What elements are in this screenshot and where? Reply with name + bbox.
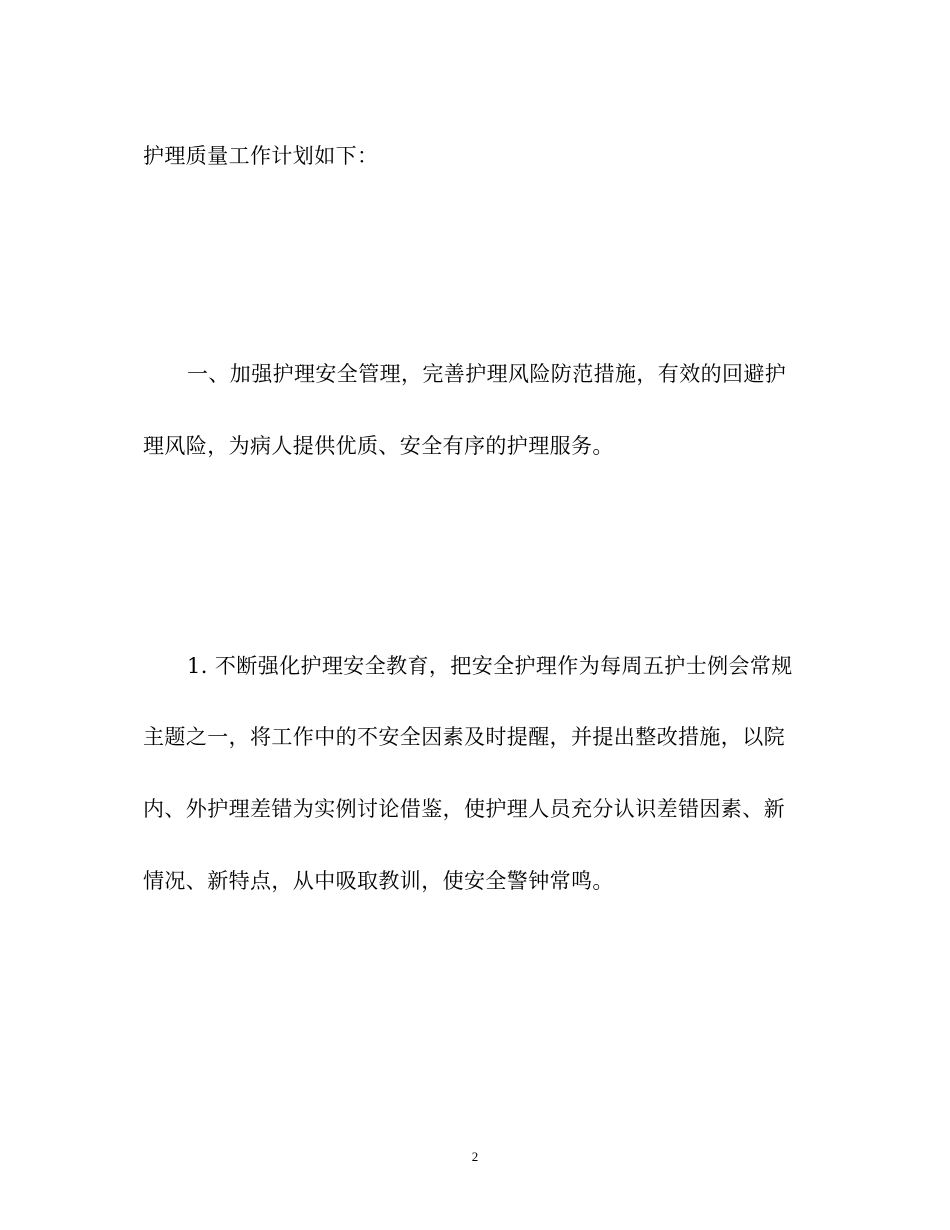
- intro-paragraph: 护理质量工作计划如下：: [143, 144, 379, 168]
- item-paragraph-line-3: 内、外护理差错为实例讨论借鉴，使护理人员充分认识差错因素、新: [143, 797, 785, 821]
- item-paragraph-line-1: 1. 不断强化护理安全教育，把安全护理作为每周五护士例会常规: [187, 654, 793, 678]
- item-paragraph-line-2: 主题之一，将工作中的不安全因素及时提醒，并提出整改措施，以院: [143, 725, 785, 749]
- item-paragraph-line-4: 情况、新特点，从中吸取教训，使安全警钟常鸣。: [143, 869, 614, 893]
- section-heading-line-1: 一、加强护理安全管理，完善护理风险防范措施，有效的回避护: [187, 362, 787, 386]
- section-heading-line-2: 理风险，为病人提供优质、安全有序的护理服务。: [143, 434, 614, 458]
- page-number: 2: [471, 1149, 479, 1164]
